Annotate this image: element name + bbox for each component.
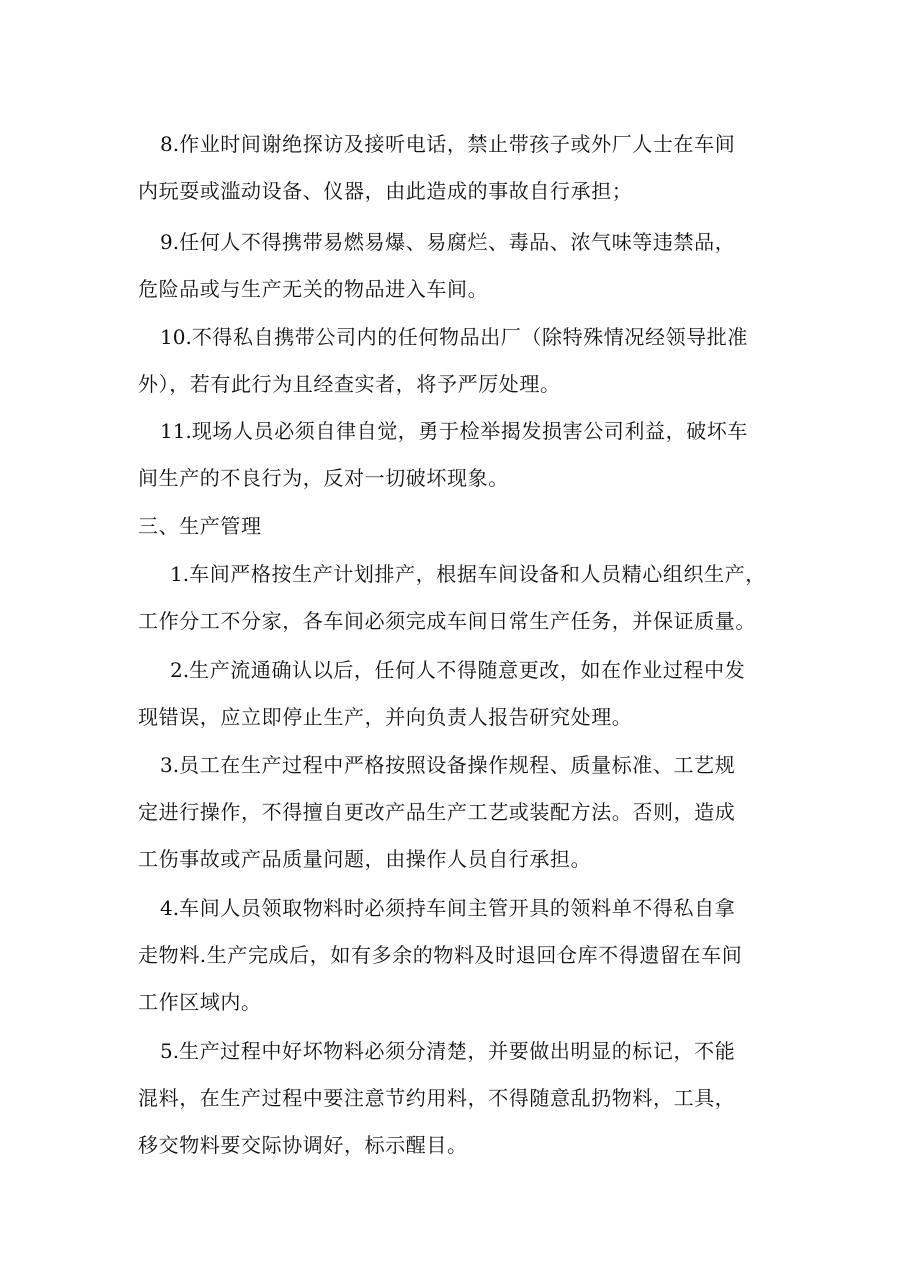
item-1-line-1 <box>170 560 766 588</box>
item-text: 车间严格按生产计划排产，根据车间设备和人员精心组织生产， <box>189 562 766 586</box>
item-3-line-3: 工伤事故或产品质量问题，由操作人员自行承担。 <box>138 847 592 871</box>
section-heading: 三、生产管理 <box>138 514 262 538</box>
item-number: 9. <box>160 230 180 254</box>
item-4-line-1 <box>160 894 735 922</box>
item-text: 生产过程中好坏物料必须分清楚，并要做出明显的标记，不能 <box>179 1039 736 1063</box>
item-8-line-2: 内玩耍或滥动设备、仪器，由此造成的事故自行承担； <box>138 179 633 203</box>
item-10-line-2: 外），若有此行为且经查实者，将予严厉处理。 <box>138 372 561 396</box>
item-text: 不得私自携带公司内的任何物品出厂（除特殊情况经领导批准 <box>191 325 749 349</box>
item-11-line-2: 间生产的不良行为，反对一切破坏现象。 <box>138 466 509 490</box>
item-9-line-1 <box>160 228 735 256</box>
item-text: 作业时间谢绝探访及接听电话，禁止带孩子或外厂人士在车间 <box>179 132 736 156</box>
item-number: 10. <box>160 325 192 349</box>
item-number: 2. <box>170 658 190 682</box>
item-5-line-3: 移交物料要交际协调好，标示醒目。 <box>138 1133 468 1157</box>
item-number: 5. <box>160 1039 180 1063</box>
item-4-line-2: 走物料.生产完成后，如有多余的物料及时退回仓库不得遗留在车间 <box>138 943 743 967</box>
item-text: 车间人员领取物料时必须持车间主管开具的领料单不得私自拿 <box>179 896 736 920</box>
item-2-line-2: 现错误，应立即停止生产，并向负责人报告研究处理。 <box>138 705 633 729</box>
item-number: 1. <box>170 562 190 586</box>
item-number: 3. <box>160 753 180 777</box>
item-5-line-2: 混料，在生产过程中要注意节约用料，不得随意乱扔物料，工具， <box>138 1086 736 1110</box>
item-4-line-3: 工作区域内。 <box>138 990 262 1014</box>
item-text: 现场人员必须自律自觉，勇于检举揭发损害公司利益，破坏车 <box>191 419 749 443</box>
item-5-line-1 <box>160 1037 735 1065</box>
item-11-line-1 <box>160 417 748 445</box>
item-10-line-1 <box>160 323 748 351</box>
item-text: 员工在生产过程中严格按照设备操作规程、质量标准、工艺规 <box>179 753 736 777</box>
item-1-line-2: 工作分工不分家，各车间必须完成车间日常生产任务，并保证质量。 <box>138 609 756 633</box>
item-3-line-2: 定进行操作，不得擅自更改产品生产工艺或装配方法。否则，造成 <box>138 800 736 824</box>
item-number: 8. <box>160 132 180 156</box>
item-2-line-1 <box>170 656 745 684</box>
item-text: 任何人不得携带易燃易爆、易腐烂、毒品、浓气味等违禁品， <box>179 230 736 254</box>
item-9-line-2: 危险品或与生产无关的物品进入车间。 <box>138 277 489 301</box>
item-number: 4. <box>160 896 180 920</box>
item-number: 11. <box>160 419 192 443</box>
item-8-line-1 <box>160 130 735 158</box>
item-3-line-1 <box>160 751 735 779</box>
item-text: 生产流通确认以后，任何人不得随意更改，如在作业过程中发 <box>189 658 746 682</box>
